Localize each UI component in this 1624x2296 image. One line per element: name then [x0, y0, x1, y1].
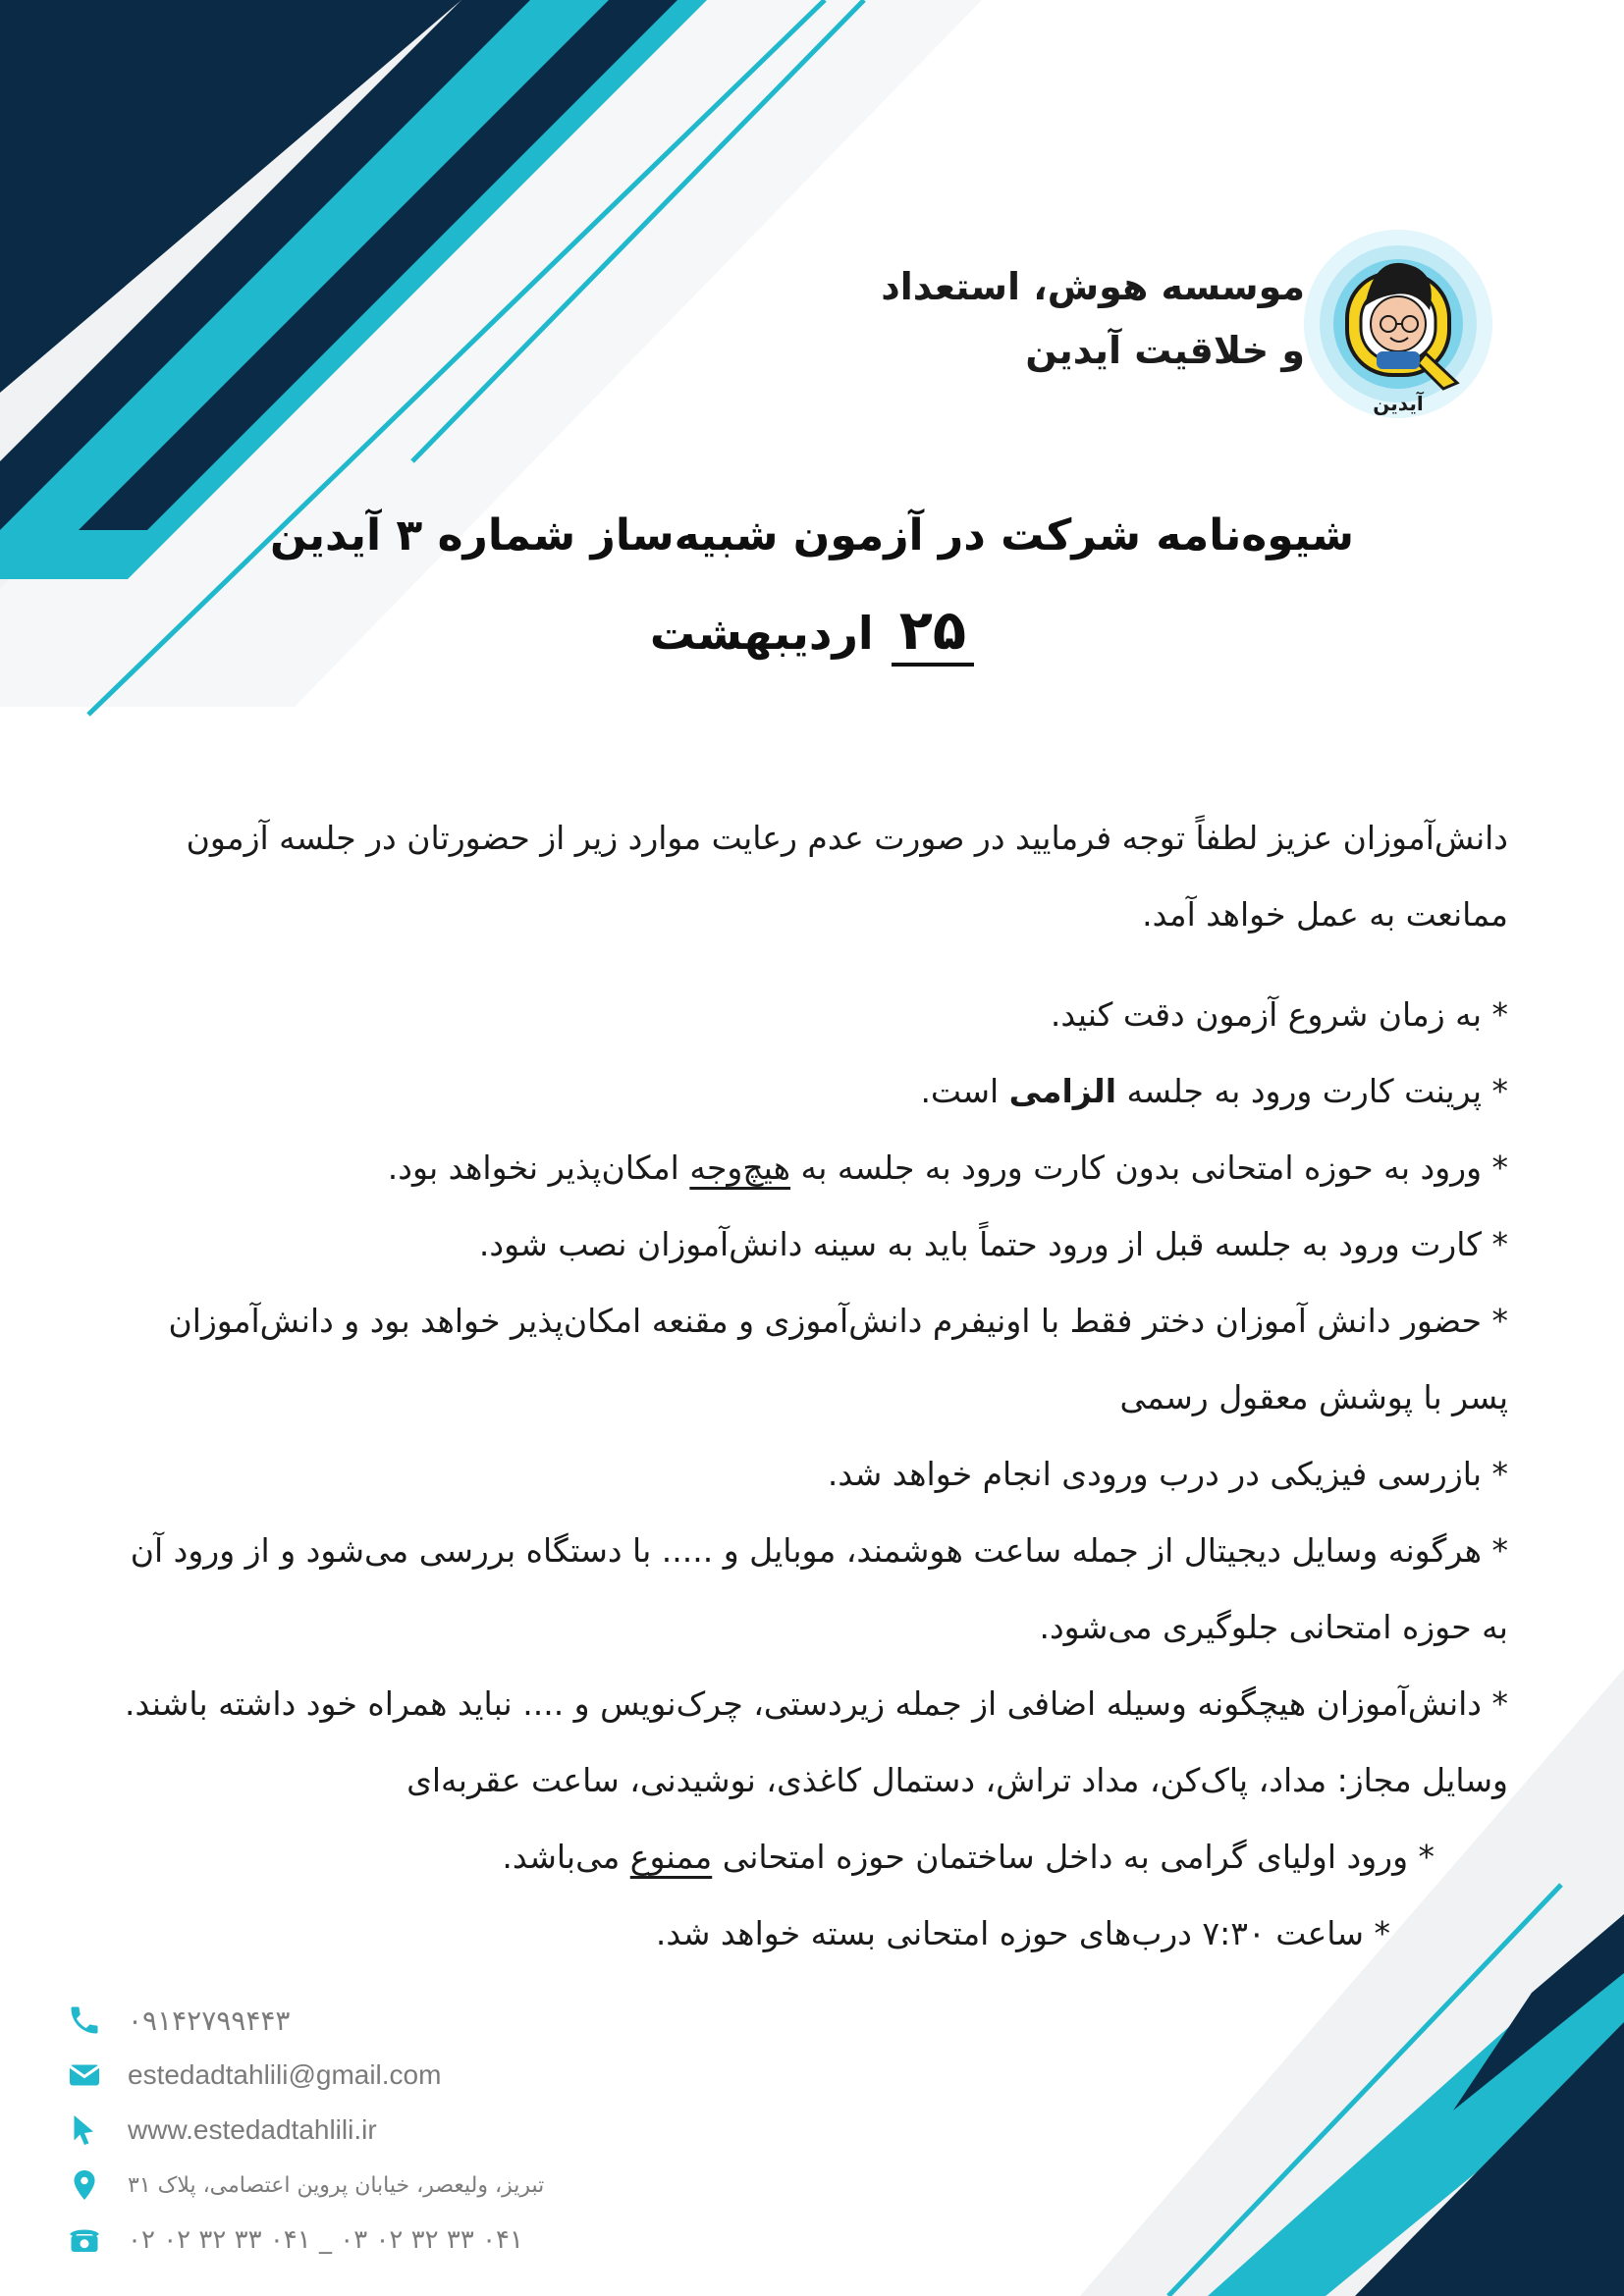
phone-icon [67, 2002, 102, 2038]
document-title: شیوه‌نامه شرکت در آزمون شبیه‌ساز شماره ۳ آیدین [269, 510, 1355, 561]
mobile-number[interactable]: ۰۹۱۴۲۷۹۹۴۴۳ [128, 2004, 291, 2036]
rule-10: * ساعت ۷:۳۰ درب‌های حوزه امتحانی بسته خواهد شد. [655, 1914, 1390, 1952]
location-pin-icon [67, 2167, 102, 2203]
rule-2: * پرینت کارت ورود به جلسه الزامی است. [920, 1072, 1508, 1110]
logo-text: آیدین [1373, 392, 1424, 415]
landline-numbers[interactable]: ۰۴۱ ۳۳ ۳۲ ۰۲ ۰۳ _ ۰۴۱ ۳۳ ۳۲ ۰۲ ۰۲ [128, 2225, 523, 2255]
rule-6: * بازرسی فیزیکی در درب ورودی انجام خواهد شد. [827, 1455, 1508, 1493]
intro-paragraph: دانش‌آموزان عزیز لطفاً توجه فرمایید در صورت عدم رعایت موارد زیر از حضورتان در جلسه آزمون ممانعت به عمل خواهد آمد. [186, 819, 1508, 934]
rule-7: * هرگونه وسایل دیجیتال از جمله ساعت هوشمند، موبایل و ..... با دستگاه بررسی می‌شود و از ورود آن به حوزه امتحانی جلوگیری می‌شود. [130, 1531, 1508, 1646]
date-day: ۲۵ [892, 599, 974, 667]
contact-landline [67, 2213, 695, 2268]
rule-8: * دانش‌آموزان هیچگونه وسیله اضافی از جمله زیردستی، چرک‌نویس و .... نباید همراه خود داشته باشند. وسایل مجاز: مداد، پاک‌کن، مداد تراش، دستمال کاغذی، نوشیدنی، ساعت عقربه‌ای [124, 1684, 1508, 1799]
telephone-icon [67, 2222, 102, 2258]
emphasis-forbidden: ممنوع [629, 1838, 713, 1876]
brand-logo [1300, 226, 1496, 422]
brand-header [809, 226, 1496, 422]
rule-3: * ورود به حوزه امتحانی بدون کارت ورود به جلسه به هیچ‌وجه امکان‌پذیر نخواهد بود. [387, 1148, 1508, 1187]
email-address[interactable]: estedadtahlili@gmail.com [128, 2059, 442, 2090]
rule-9: * ورود اولیای گرامی به داخل ساختمان حوزه امتحانی ممنوع می‌باشد. [502, 1838, 1435, 1876]
brand-name-line1: موسسه هوش، استعداد [881, 265, 1305, 308]
contact-email [67, 2048, 695, 2103]
exam-date [0, 599, 1624, 667]
website-link[interactable]: www.estedadtahlili.ir [128, 2114, 377, 2145]
date-month: اردیبهشت [649, 607, 874, 660]
brand-name-line2: و خلاقیت آیدین [1025, 329, 1305, 372]
contact-website [67, 2103, 695, 2158]
rule-1: * به زمان شروع آزمون دقت کنید. [1050, 995, 1508, 1034]
emphasis-mandatory: الزامی [1008, 1072, 1117, 1110]
rule-5: * حضور دانش آموزان دختر فقط با اونیفرم دانش‌آموزی و مقنعه امکان‌پذیر خواهد بود و دانش‌آموزان پسر با پوشش معقول رسمی [168, 1302, 1508, 1416]
rules-body [116, 800, 1508, 1972]
contact-info [67, 1993, 695, 2268]
email-icon [67, 2057, 102, 2093]
address-text: تبریز، ولیعصر، خیابان پروین اعتصامی، پلاک ۳۱ [128, 2172, 545, 2198]
contact-mobile [67, 1993, 695, 2048]
contact-address [67, 2158, 695, 2213]
rule-4: * کارت ورود به جلسه قبل از ورود حتماً باید به سینه دانش‌آموزان نصب شود. [478, 1225, 1508, 1263]
cursor-icon [67, 2112, 102, 2148]
emphasis-no-way: هیچ‌وجه [689, 1148, 791, 1187]
